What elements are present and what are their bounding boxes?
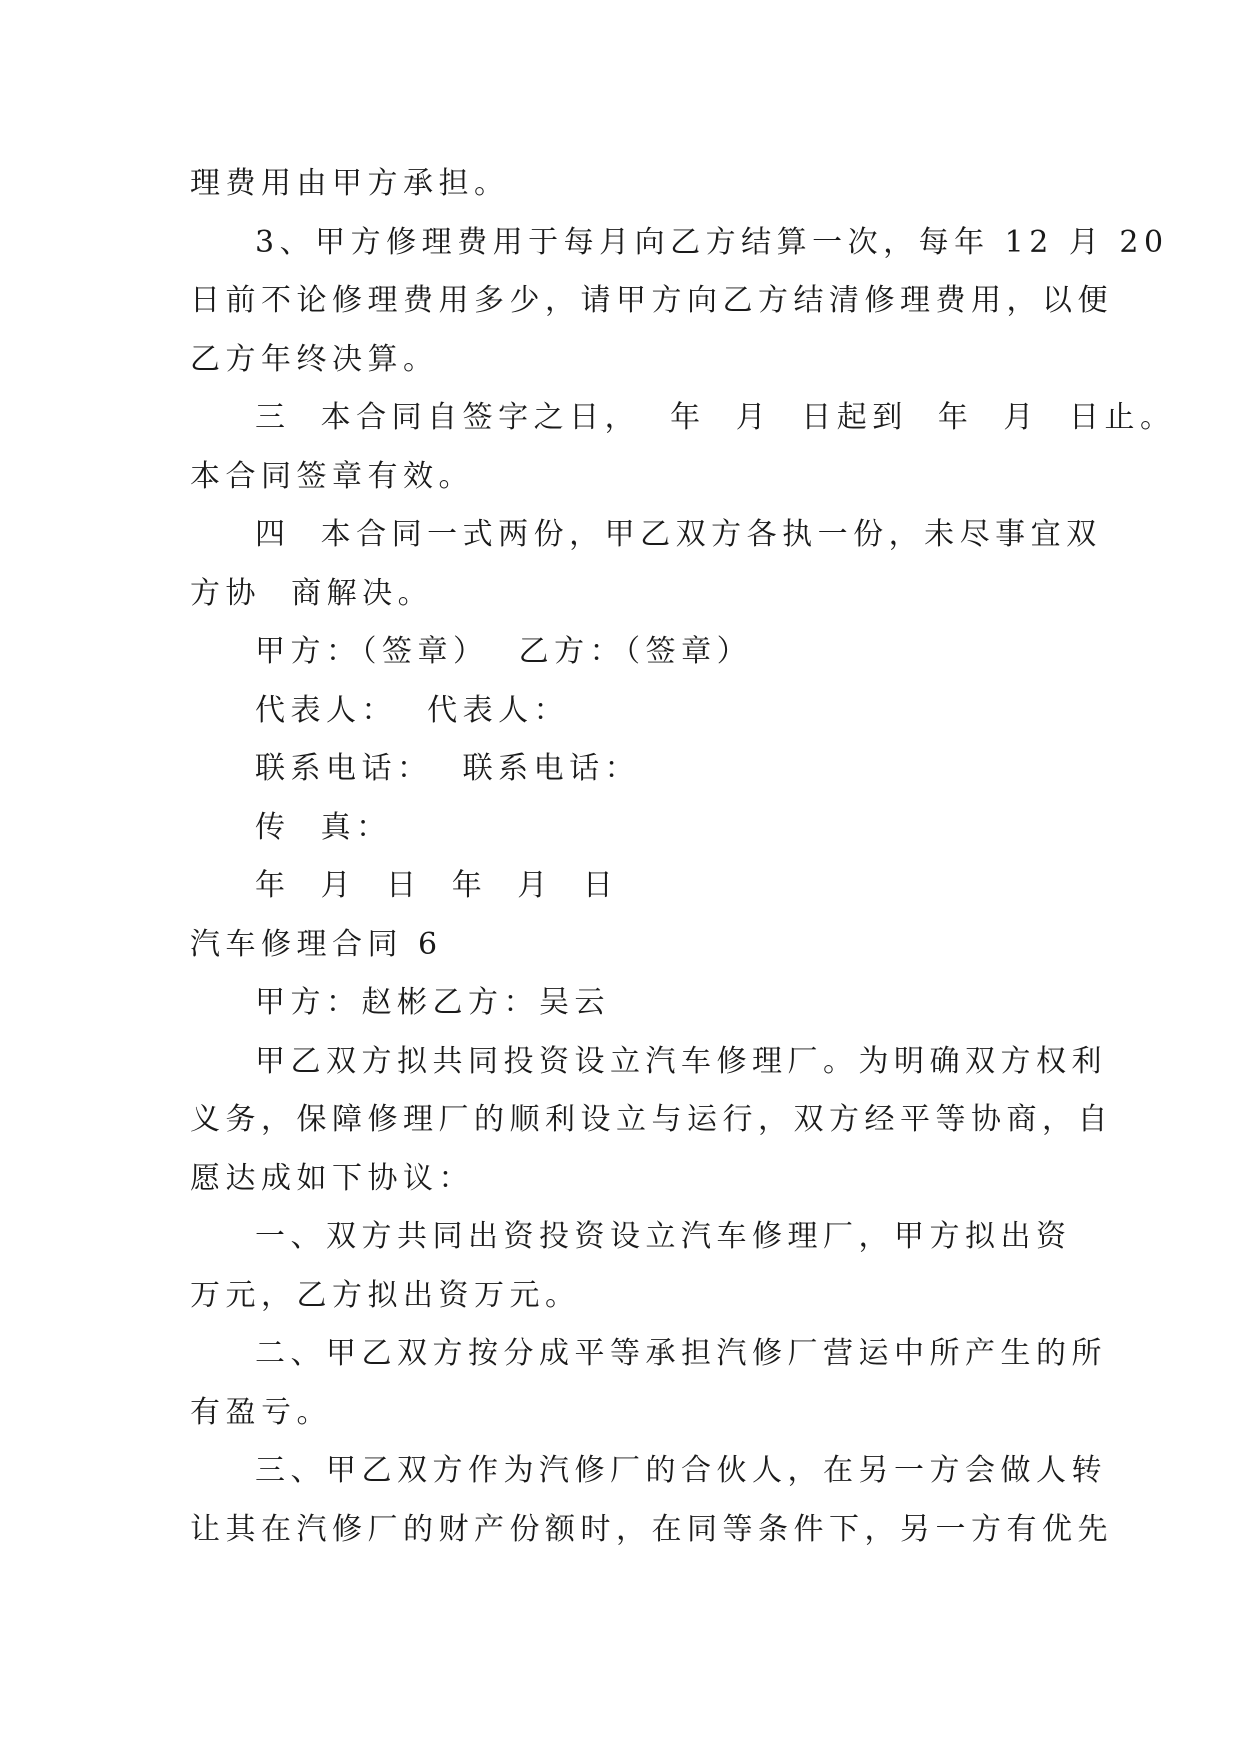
text-line: 二、甲乙双方按分成平等承担汽修厂营运中所产生的所 xyxy=(255,1336,1107,1371)
text-line: 让其在汽修厂的财产份额时，在同等条件下，另一方有优先 xyxy=(190,1511,1113,1547)
text-line: 义务，保障修理厂的顺利设立与运行，双方经平等协商，自 xyxy=(190,1102,1113,1137)
representative-line: 代表人： 代表人： xyxy=(255,692,570,728)
phone-line: 联系电话： 联系电话： xyxy=(255,751,641,786)
text-line: 四 本合同一式两份，甲乙双方各执一份，未尽事宜双 xyxy=(255,517,1102,552)
text-line: 一、双方共同出资投资设立汽车修理厂，甲方拟出资 xyxy=(255,1219,1072,1254)
section-title: 汽车修理合同 6 xyxy=(190,926,443,962)
date-line: 年 月 日 年 月 日 xyxy=(255,868,619,903)
text-line: 本合同签章有效。 xyxy=(190,458,474,494)
document-body xyxy=(190,155,1176,1559)
text-line: 日前不论修理费用多少，请甲方向乙方结清修理费用，以便 xyxy=(190,283,1113,318)
signature-party-line: 甲方：（签章） 乙方：（签章） xyxy=(255,634,753,669)
text-line: 理费用由甲方承担。 xyxy=(190,166,510,201)
fax-line: 传 真： xyxy=(255,809,392,845)
text-line: 甲乙双方拟共同投资设立汽车修理厂。为明确双方权利 xyxy=(255,1043,1107,1079)
text-line: 方协 商解决。 xyxy=(190,575,434,611)
parties-line: 甲方：赵彬乙方：吴云 xyxy=(255,985,610,1020)
text-line: 愿达成如下协议： xyxy=(190,1160,474,1196)
text-line: 三、甲乙双方作为汽修厂的合伙人，在另一方会做人转 xyxy=(255,1453,1107,1488)
text-line: 乙方年终决算。 xyxy=(190,341,439,377)
text-line: 万元，乙方拟出资万元。 xyxy=(190,1277,581,1313)
text-line: 有盈亏。 xyxy=(190,1394,332,1430)
text-line: 3、甲方修理费用于每月向乙方结算一次，每年 12 月 20 xyxy=(255,224,1169,260)
text-line: 三 本合同自签字之日， 年 月 日起到 年 月 日止。 xyxy=(255,400,1176,435)
